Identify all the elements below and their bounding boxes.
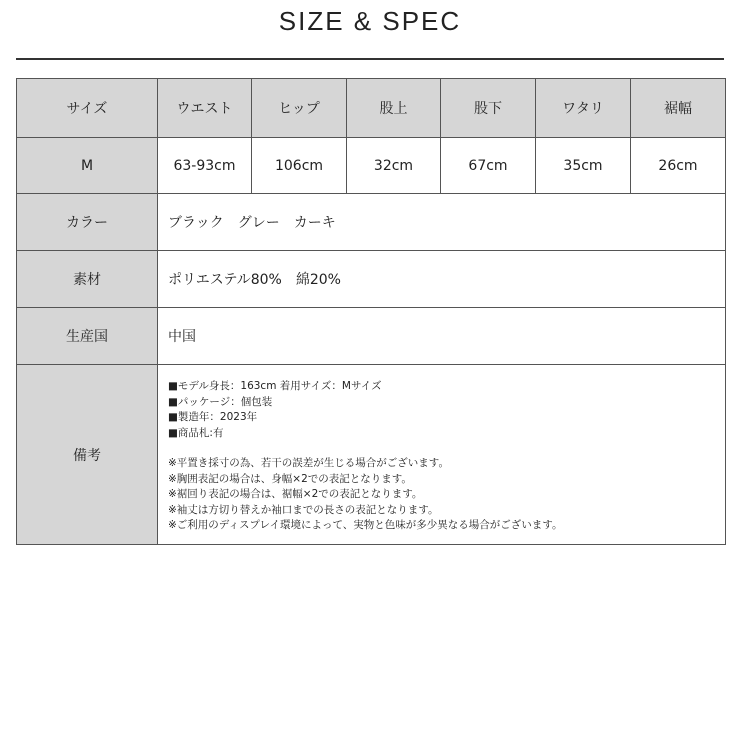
notes-spacer [168,441,725,456]
spec-line: ■モデル身長：163cm 着用サイズ：Mサイズ [168,380,382,393]
note-line: ※平置き採寸の為、若干の誤差が生じる場合がございます。 [168,457,449,470]
remarks-content [158,365,726,545]
note-line: ※袖丈は方切り替えか袖口までの長さの表記となります。 [168,503,439,516]
remarks-row [17,365,726,545]
title-divider [16,58,724,60]
note-line: ※裾回り表記の場合は、裾幅×2での表記となります。 [168,488,423,501]
remarks-notes [158,375,725,534]
size-value-row [17,138,726,194]
page-title: SIZE & SPEC [278,6,462,36]
hem-width-value: 26cm [631,138,726,194]
color-row [17,194,726,251]
spec-line: ■パッケージ：個包装 [168,395,273,408]
note-line: ※胸囲表記の場合は、身幅×2での表記となります。 [168,472,412,485]
size-header-row [17,79,726,138]
waist-value: 63-93cm [158,138,252,194]
material-row [17,251,726,308]
header-hem-width: 裾幅 [631,79,726,138]
inseam-value: 67cm [441,138,536,194]
size-label: M [17,138,158,194]
header-hip: ヒップ [252,79,347,138]
note-line: ※ご利用のディスプレイ環境によって、実物と色味が多少異なる場合がございます。 [168,519,563,532]
material-value: ポリエステル80% 綿20% [158,251,726,308]
material-label: 素材 [17,251,158,308]
spec-table [16,78,726,545]
origin-value: 中国 [158,308,726,365]
hip-value: 106cm [252,138,347,194]
color-value: ブラック グレー カーキ [158,194,726,251]
thigh-value: 35cm [536,138,631,194]
origin-row [17,308,726,365]
remarks-label: 備考 [17,365,158,545]
header-rise: 股上 [347,79,441,138]
header-waist: ウエスト [158,79,252,138]
rise-value: 32cm [347,138,441,194]
color-label: カラー [17,194,158,251]
spec-line: ■製造年：2023年 [168,411,258,424]
spec-line: ■商品札:有 [168,426,224,439]
header-inseam: 股下 [441,79,536,138]
header-size: サイズ [17,79,158,138]
origin-label: 生産国 [17,308,158,365]
header-thigh: ワタリ [536,79,631,138]
